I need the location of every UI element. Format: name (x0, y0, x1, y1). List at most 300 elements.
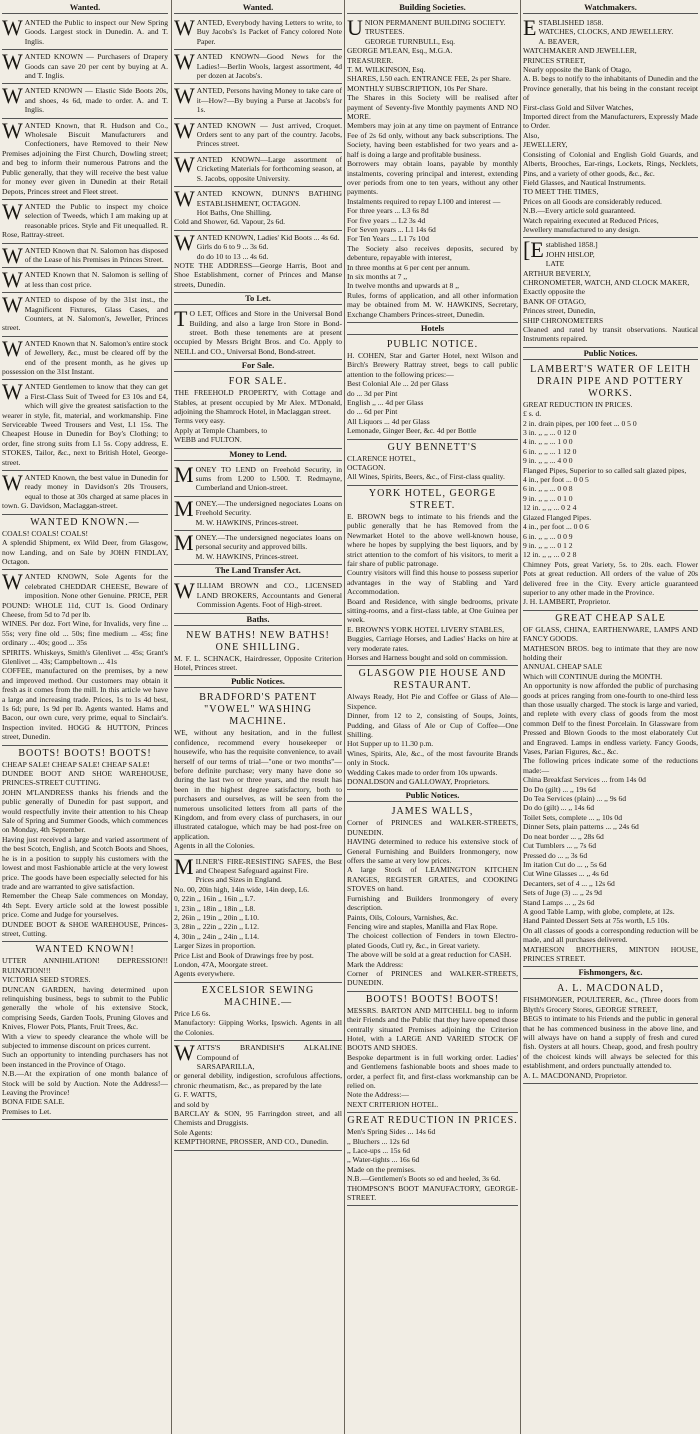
advertisement (174, 1041, 342, 1150)
section-header: Hotels (347, 323, 518, 335)
ad-title: PUBLIC NOTICE. (386, 339, 479, 350)
ad-text: WANTED the Public to inspect my choice selection of Tweeds, which I am making up at reasonable prices. Style and Fit unequalled. R. Rose, Rattray-street. (2, 198, 168, 240)
ad-text: Apply at Temple Chambers, to (174, 425, 268, 435)
ad-text: [Established 1858.] (523, 237, 598, 263)
ad-text: Sole Agents: (174, 1127, 213, 1137)
ad-text: Toilet Sets, complete ... ,, 10s 0d (523, 812, 623, 822)
advertisement (174, 16, 342, 50)
ad-text: Watch repairing executed at Reduced Prices, (523, 215, 659, 225)
ad-text: Price List and Book of Drawings free by post. (174, 950, 314, 960)
ad-text: Nearly opposite the Bank of Otago, (523, 65, 631, 75)
ad-text: Cold and Shower, 6d. Vapour, 2s 6d. (174, 217, 286, 227)
ad-text: T. M. WILKINSON, Esq. (347, 65, 426, 75)
ad-text: COFFEE, manufactured on the premises, by a new and improved method. Our customers may obtain it fresh as it comes from the mill. In this article we have a large and increasing trade. Prices, 1s to 1s 4d best, 1s 6d; pure, 1s 9d per lb. Agents wanted. Hams and Bacon, our own cure, very prime, equal to Sinclair's. Inspection invited. HOGG & HUTTON, Princes street, Dunedin. (2, 666, 168, 742)
ad-text: Wedding Cakes made to order from 10s upwards. (347, 767, 498, 777)
ad-text: 6 in. ,, ,, ... 1 12 0 (523, 446, 577, 456)
advertisement (174, 497, 342, 531)
advertisement (2, 244, 168, 269)
ad-text: 9 in. ,, ,, ... 0 1 0 (523, 493, 573, 503)
ad-text: Glazed Flanged Pipes. (523, 512, 592, 522)
advertisement (174, 307, 342, 360)
ad-text: Buggies, Carriage Horses, and Ladies' Hacks on hire at very moderate rates. (347, 634, 518, 653)
column-header: Watchmakers. (523, 2, 698, 14)
advertisement (174, 579, 342, 613)
ad-text: 4 in. ,, ,, ... 1 0 0 (523, 437, 573, 447)
ad-text: Field Glasses, and Nautical Instruments. (523, 177, 646, 187)
ad-text: ,, Water-tights ... 16s 6d (347, 1155, 420, 1165)
ad-text: MILNER'S FIRE-RESISTING SAFES, the Best and Cheapest Safeguard against Fire. (174, 853, 342, 879)
ad-text: In twelve months and upwards at 8 ,, (347, 281, 459, 291)
section-header: Public Notices. (523, 348, 698, 360)
ad-text: TO MEET THE TIMES, (523, 187, 599, 197)
ad-text: COALS! COALS! COALS! (2, 528, 89, 538)
ad-text: 1, 23in ,, 18in ,, 18in ,, L8. (174, 903, 256, 913)
advertisement (347, 804, 518, 991)
column-rule (520, 0, 521, 1434)
ad-text: Lemonade, Ginger Beer, &c. 4d per Bottle (347, 426, 477, 436)
advertisement (2, 471, 168, 515)
ad-text: GREAT REDUCTION IN PRICES. (523, 399, 633, 409)
ad-text: Borrowers may obtain loans, payable by monthly instalments, covering principal and interest, extending over periods from one to ten years, without any other payments. (347, 159, 518, 197)
ad-text: WE, without any hesitation, and in the fullest confidence, recommend every housekeeper or housewife, who has the requisite convenience, to avail herself of our terms of trial—"one or two months"—before definite purchase; very many have done so during the last two or three years, and the result has been in the highest degree satisfactory, both to purchasers and ourselves, as will be seen from the numerous unsolicited letters from all parts of the Kingdom, and from every class of purchasers, in our illustrated catalogue, which may be had post-free on application. (174, 728, 342, 841)
ad-text: WATCHMAKER AND JEWELLER, (523, 46, 637, 56)
ad-text: OF GLASS, CHINA, EARTHENWARE, LAMPS AND FANCY GOODS. (523, 624, 698, 644)
ad-text: WANTED KNOWN, DUNN'S BATHING ESTABLISHMENT, OCTAGON. (174, 186, 342, 212)
ad-text: Paints, Oils, Colours, Varnishes, &c. (347, 912, 459, 922)
ad-text: WANTED KNOWN—Good News for the Ladies!—Berlin Wools, largest assortment, 4d per dozen at Jacobs's. (174, 49, 342, 81)
ad-text: In three months at 6 per cent per annum. (347, 262, 470, 272)
ad-text: For three years ... L3 6s 8d (347, 206, 429, 216)
ad-text: 9 in. ,, ,, ... 4 0 0 (523, 456, 573, 466)
ad-title: BOOTS! BOOTS! BOOTS! (365, 993, 500, 1005)
ad-text: Exactly opposite the (523, 287, 585, 297)
ad-title: WANTED KNOWN.— (30, 516, 140, 528)
ad-text: ANNUAL CHEAP SALE (523, 662, 603, 672)
ad-text: THOMPSON'S BOOT MANUFACTORY, GEORGE-STREET. (347, 1183, 518, 1203)
ad-text: PRINCES STREET, (523, 55, 586, 65)
ad-text: MATHESON BROTHERS, MINTON HOUSE, PRINCES STREET. (523, 944, 698, 963)
ad-text: All Wines, Spirits, Beers, &c., of First-class quality. (347, 472, 505, 482)
ad-text: Terms very easy. (174, 416, 226, 426)
ad-title: EXCELSIOR SEWING MACHINE.— (201, 984, 315, 1008)
ad-text: A large Stock of LEAMINGTON KITCHEN RANGES, REGISTER GRATES, and COOKING STOVES on hand. (347, 865, 518, 894)
ad-text: FISHMONGER, POULTERER, &c., (Three doors from Blyth's Grocery Stores, GEORGE STREET, (523, 995, 698, 1014)
ad-text: H. COHEN, Star and Garter Hotel, next Wilson and Birch's Brewery Rattray street, begs to call public attention to the following prices:— (347, 351, 518, 379)
ad-text: An opportunity is now afforded the public of purchasing goods at prices ranging from one-fourth to one-third less than those usually charged. The stock is large and varied, and replete with every class of goods from the most common Delf to the finest Porcelain. In Glassware from Pressed and Blown Goods to the most elaborately Cut and Engraved. Lamps in endless variety. Fancy Goods, Vases, Parian Figures, &c., &c. (523, 681, 698, 757)
ad-text: Furnishing and Builders Ironmongery of every description. (347, 893, 518, 913)
ad-text: DUNCAN GARDEN, having determined upon relinquishing business, begs to submit to the Public generally the whole of his extensive Stock, comprising Seeds, Garden Tools, Pruning Gloves and Knives, Flower Pots, Plants, Fruit Trees, &c. (2, 984, 168, 1032)
ad-text: Decanters, set of 4 ... ,, 12s 6d (523, 878, 615, 888)
section-header: For Sale. (174, 360, 342, 372)
ad-text: WANTED the Public to inspect our New Spring Goods. Largest stock in Dunedin. A. and T. Inglis. (2, 15, 168, 46)
ad-text: Imported direct from the Manufacturers, Expressly Made to Order. (523, 112, 698, 131)
ad-text: WEBB and FULTON. (174, 435, 242, 445)
ad-text: WANTED Known that N. Salomon has disposed of the Lease of his Premises in Princes Street. (2, 242, 168, 268)
ad-text: MESSRS. BARTON AND MITCHELL beg to inform their Friends and the Public that they have opened those centrally situated Premises adjoining the Criterion Hotel, with a LARGE AND VARIED STOCK OF BOOTS AND SHOES. (347, 1005, 518, 1053)
ad-text: WANTED KNOWN — Elastic Side Boots 20s, and shoes, 4s 6d, made to order. A. and T. Inglis. (2, 83, 168, 115)
ad-text: WANTED KNOWN — Just arrived, Croquet. Orders sent to any part of the country. Jacobs, Princes street. (174, 117, 342, 149)
ad-text: 4 in., per foot ... 0 0 6 (523, 522, 589, 532)
advertisement (174, 463, 342, 497)
ad-text: Prices and Sizes in England. (195, 875, 282, 885)
ad-text: Always Ready, Hot Pie and Coffee or Glass of Ale—Sixpence. (347, 692, 518, 711)
ad-text: All Liquors ... 4d per Glass (347, 416, 430, 426)
ad-text: Do Do (gilt) ... ,, 19s 6d (523, 784, 596, 794)
ad-text: MONEY.—The undersigned negociates Loans on Freehold Security. (174, 495, 342, 521)
ad-text: CHRONOMETER, WATCH, AND CLOCK MAKER, (523, 277, 690, 287)
ad-text: Girls do 6 to 9 ... 3s 6d. (196, 242, 269, 252)
ad-title: JAMES WALLS, (391, 806, 474, 818)
ad-text: Also, (523, 130, 540, 140)
ad-text: DONALDSON and GALLOWAY, Proprietors. (347, 777, 490, 787)
ad-text: Men's Spring Sides ... 14s 6d (347, 1127, 436, 1137)
ad-text: ARTHUR BEVERLY, (523, 268, 591, 278)
advertisement (347, 666, 518, 790)
ad-text: 4, 30in ,, 24in ,, 24in ,, L14. (174, 931, 260, 941)
ad-text: Members may join at any time on payment of Entrance Fee of 2s 6d only, without any back subscriptions. The Society, having been established for two years and a-half is doing a large and profitable business. (347, 121, 518, 159)
column-header: Wanted. (174, 2, 342, 14)
advertisement (2, 380, 168, 471)
ad-text: Having just received a large and varied assortment of the best Scotch, English, and Scotch Boots and Shoes, he is in a position to supply his customers with the lowest and most Fashionable article at the very lowest price. The goods have been especially selected for his trade and are warranted to give satisfaction. (2, 834, 168, 891)
ad-text: The Society also receives deposits, secured by debenture, repayable with interest, (347, 243, 518, 263)
ad-text: English ,, ... 4d per Glass (347, 398, 424, 408)
ad-text: M. F. L. SCHNACK, Hairdresser, Opposite Criterion Hotel, Princes street. (174, 653, 342, 672)
ad-title: BRADFORD'S PATENT "VOWEL" WASHING MACHINE. (199, 692, 317, 728)
ad-text: Premises to Let. (2, 1106, 52, 1116)
column-2 (174, 2, 342, 1432)
ad-text: Best Colonial Ale ... 2d per Glass (347, 379, 449, 389)
ad-text: MONTHLY SUBSCRIPTION, 10s Per Share. (347, 83, 488, 93)
ad-text: Price L6 6s. (174, 1008, 211, 1018)
ad-text: A. L. MACDONAND, Proprietor. (523, 1070, 627, 1080)
ad-text: The Shares in this Society will be realised after payment of Seventy-five Monthly payments AND NO MORE. (347, 93, 518, 122)
ad-text: WILLIAM BROWN and CO., LICENSED LAND BROKERS, Accountants and General Commission Agents. Foot of High-street. (174, 578, 342, 610)
ad-text: Chimney Pots, great Variety, 5s. to 20s. each. Flower Pots at great reduction. All orders of the value of 20s delivered free in the City. Every article guaranteed superior to any other made in the Province. (523, 559, 698, 597)
advertisement (2, 942, 168, 1120)
ad-text: Do Tea Services (plain) ... ,, 9s 6d (523, 794, 627, 804)
ad-text: 9 in. ,, ,, ... 0 1 2 (523, 540, 573, 550)
ad-text: UNION PERMANENT BUILDING SOCIETY. (347, 15, 506, 40)
ad-text: WANTED KNOWN, Ladies' Kid Boots ... 4s 6d. (174, 229, 340, 255)
ad-title: GUY BENNETT'S (387, 441, 478, 453)
ad-text: and sold by (174, 1099, 210, 1109)
ad-text: Consisting of Colonial and English Gold Guards, and Alberts, Brooches, Ear-rings, Lockets, Rings, Necklets, Pins, and a variety of other goods, &c., &c. (523, 149, 698, 178)
section-header: Money to Lend. (174, 449, 342, 461)
ad-text: Corner of PRINCES and WALKER-STREETS, DUNEDIN. (347, 968, 518, 988)
ad-text: WANTED Known that N. Salomon's entire stock of Jewellery, &c., must be cleared off by the end of the present month, as he gives up possession on the 31st Instant. (2, 335, 168, 376)
ad-text: BARCLAY & SON, 95 Farringdon street, and all Chemists and Druggists. (174, 1108, 342, 1128)
ad-text: M. W. HAWKINS, Princes-street. (195, 517, 299, 527)
ad-text: VICTORIA SEED STORES. (2, 975, 91, 985)
advertisement (174, 153, 342, 187)
advertisement (174, 628, 342, 677)
ad-text: GEORGE TURNBULL, Esq. (364, 36, 456, 46)
ad-text: For Ten Years ... L1 7s 10d (347, 234, 430, 244)
ad-text: Mark the Address: (347, 959, 404, 969)
ad-text: On all classes of goods a corresponding reduction will be made, and all purchases delivered. (523, 925, 698, 945)
advertisement (174, 855, 342, 983)
advertisement (174, 231, 342, 293)
ad-text: WANTED Known, the best value in Dunedin for ready money in Davidson's 20s Trousers, equal to those at 30s charged at same places in town. G. Davidson, Maclaggan-street. (2, 470, 168, 511)
ad-text: Remember the Cheap Sale commences on Monday, 4th Sept. Every article sold at the lowest possible price. Come and Judge for yourselves. (2, 891, 168, 920)
ad-text: G. F. WATTS, (174, 1090, 217, 1100)
section-header: Public Notices. (174, 676, 342, 688)
ad-text: Dinner, from 12 to 2, consisting of Soups, Joints, Pudding, and Glass of Ale or Cup of Coffee—One Shilling. (347, 711, 518, 739)
ad-text: 0, 22in ,, 16in ,, 16in ,, L7. (174, 894, 256, 904)
advertisement (2, 50, 168, 84)
ad-text: E. BROWN'S YORK HOTEL LIVERY STABLES, (347, 624, 505, 634)
ad-text: Horses and Harness bought and sold on commission. (347, 652, 508, 662)
ad-text: £ s. d. (523, 409, 542, 419)
ad-text: DUNDEE BOOT AND SHOE WAREHOUSE, PRINCES-STREET CUTTING. (2, 769, 168, 788)
ad-text: ESTABLISHED 1858. (523, 15, 604, 40)
ad-text: Agents everywhere. (174, 969, 235, 979)
ad-text: WANTED Known, that R. Hudson and Co., Wholesale Biscuit Manufacturers and Confectioners, have Removed to their New Premises adjoining the First Church, Dowling street; and beg to inform their numerous Patrons and the Public generally, that they will receive the best value for money ever given in Dunedin at their Retail Depots, Princes street and Fleet street. (2, 117, 168, 196)
ad-text: Cut Tumblers ... ,, 7s 6d (523, 841, 597, 851)
section-header: Baths. (174, 614, 342, 626)
ad-text: KEMPTHORNE, PROSSER, AND CO., Dunedin. (174, 1137, 329, 1147)
ad-text: Country visitors will find this house to possess superior advantages in the way of Stabling and Yard Accommodation. (347, 568, 518, 597)
ad-text: ,, Bluchers ... 12s 6d (347, 1136, 410, 1146)
advertisement (2, 570, 168, 745)
ad-text: WINES. Per doz. Fort Wine, for Invalids, very fine ... 55s; very fine old ... 50s; fine medium ... 45s; fine ordinary ... 40s; good ... 35s (2, 619, 168, 648)
ad-text: Jewellery manufactured to any design. (523, 224, 641, 234)
ad-text: or general debility, indigestion, scrofulous affections, chronic rheumatism, &c., as prepared by the late (174, 1071, 342, 1090)
ad-text: NOTE THE ADDRESS—George Harris, Boot and Shoe Establishment, corner of Princes and Manse streets, Dunedin. (174, 260, 342, 289)
ad-text: CLARENCE HOTEL, (347, 453, 416, 463)
ad-text: Cut Wine Glasses ... ,, 4s 6d (523, 869, 609, 879)
ad-text: Board and Residence, with single bedrooms, private sitting-rooms, and a first-class table, at One Guinea per week. (347, 596, 518, 625)
ad-text: Hot Baths, One Shilling. (196, 207, 272, 217)
advertisement (174, 50, 342, 84)
ad-text: Do do (gilt) ... ,, 14s 6d (523, 803, 595, 813)
ad-text: JOHN M'LANDRESS thanks his friends and the public generally of Dunedin for past support, and would respectfully invite their attention to his Cheap Sale of Spring and Summer Goods, which commences on Monday, 4th September. (2, 787, 168, 835)
ad-text: Im itation Cut do ... ,, 5s 6d (523, 859, 607, 869)
advertisement (174, 374, 342, 448)
ad-text: WANTED KNOWN — Purchasers of Drapery Goods can save 20 per cent by buying at A. and T. Inglis. (2, 49, 168, 81)
ad-text: J. H. LAMBERT, Proprietor. (523, 597, 611, 607)
ad-text: First-class Gold and Silver Watches, (523, 102, 634, 112)
ad-text: Wines, Spirits, Ale, &c., of the most favourite Brands only in Stock. (347, 748, 518, 768)
ad-text: LATE (545, 259, 565, 269)
ad-text: GEORGE M'LEAN, Esq., M.G.A. (347, 46, 453, 56)
ad-text: N.B.—At the expiration of one month balance of Stock will be sold by Auction. Note the Address!—Leaving the Province! (2, 1069, 168, 1098)
ad-text: NEXT CRITERION HOTEL. (347, 1099, 439, 1109)
advertisement (2, 16, 168, 50)
ad-text: E. BROWN begs to intimate to his friends and the public generally that he has Removed from the Newmarket Hotel to the above well-known house, where he hopes by supplying the best liquors, and by strict attention to the comfort of his visitors, to merit a fair share of public patronage. (347, 511, 518, 568)
advertisement (2, 515, 168, 571)
ad-title: BOOTS! BOOTS! BOOTS! (18, 747, 152, 759)
ad-title: YORK HOTEL, GEORGE STREET. (368, 487, 497, 511)
ad-title: A. L. MACDONALD, (557, 983, 664, 995)
ad-text: Sets of Juge (3) ... ,, 2s 9d (523, 888, 602, 898)
ad-text: CHEAP SALE! CHEAP SALE! CHEAP SALE! (2, 759, 150, 769)
ad-text: Agents in all the Colonies. (174, 841, 255, 851)
ad-text: WANTED KNOWN—Large assortment of Cricketing Materials for forthcoming season, at S. Jacobs, opposite University. (174, 151, 342, 183)
advertisement (347, 992, 518, 1113)
advertisement (174, 119, 342, 153)
ad-text: Stand Lamps ... ,, 2s 6d (523, 897, 595, 907)
ad-text: WANTED to dispose of by the 31st inst., the Magnificent Fixtures, Glass Cases, and Counters, at N. Salomon's, Jeweller, Princes street. (2, 292, 168, 333)
ad-text: BEGS to intimate to his Friends and the public in general that he has commenced business in the above line, and will always have on hand a supply of fresh and cured fish. Oysters at all hours. Cheap, good, and fresh poultry of the choicest kinds will always be selected for this establishment, and orders punctually attended to. (523, 1014, 698, 1071)
ad-text: 2 in. drain pipes, per 100 feet ... 0 5 0 (523, 418, 637, 428)
ad-text: WANTED Gentlemen to know that they can get a First-Class Suit of Tweed for £3 10s and £4, which will give the greatest satisfaction to the wearer in style, fit, material, and workmanship. Fine Serviceable Tweed Trousers and Vest, L1 15s. The Cheapest House in Dunedin for Boy's Clothing; to order, fine strong suits from L1 5s. Copy address, E. STOKES, Tailor, &c., next to British Hotel, George-street. (2, 379, 168, 467)
ad-text: M. W. HAWKINS, Princes-street. (195, 551, 299, 561)
advertisement (2, 200, 168, 244)
ad-text: Hand Painted Dessert Sets at 75s worth, L5 10s. (523, 916, 670, 926)
ad-text: MATHESON BROS. beg to intimate that they are now holding their (523, 643, 698, 662)
ad-text: ,, Lace-ups ... 15s 6d (347, 1146, 411, 1156)
ad-text: Prices on all Goods are considerably reduced. (523, 196, 662, 206)
ad-text: MONEY.—The undersigned negociates loans on personal security and approved bills. (174, 530, 342, 556)
ad-text: WATCHES, CLOCKS, AND JEWELLERY. (538, 27, 674, 37)
ad-text: The choicest collection of Fenders in town Electro-plated Goods, Cutl ry, &c., in Great variety. (347, 931, 518, 950)
advertisement (2, 268, 168, 293)
ad-text: MONEY TO LEND on Freehold Security, in sums from L200 to L500. T. Redmayne, Cumberland and Union-street. (174, 461, 342, 493)
advertisement (2, 746, 168, 943)
ad-text: Do neat border ... ,, 28s 6d (523, 831, 604, 841)
ad-title: FOR SALE. (228, 376, 288, 388)
ad-text: London, 47A, Moorgate street. (174, 960, 268, 970)
advertisement (523, 362, 698, 611)
ad-text: SHIP CHRONOMETERS (523, 315, 604, 325)
ad-text: A splendid Shipment, ex Wild Deer, from Glasgow, now Landing, and on Sale by JOHN FINDLAY, Octagon. (2, 538, 168, 566)
column-rule (171, 0, 172, 1434)
ad-text: TREASURER. (347, 55, 394, 65)
ad-text: 12 in. ,, ,, ... 0 2 4 (523, 503, 577, 513)
ad-text: BONA FIDE SALE. (2, 1097, 65, 1107)
column-header: Wanted. (2, 2, 168, 14)
ad-text: 6 in. ,, ,, ... 0 0 9 (523, 531, 573, 541)
section-header: To Let. (174, 293, 342, 305)
ad-text: SARSAPARILLA, (196, 1061, 255, 1071)
ad-text: UTTER ANNIHILATION! DEPRESSION!! RUINATION!!! (2, 956, 168, 975)
ad-text: SPIRITS. Whiskeys, Smith's Glenlivet ... 45s; Grant's Glenlivet ... 43s; Campbeltown ... 41s (2, 647, 168, 666)
ad-text: A. B. begs to notify to the inhabitants of Dunedin and the Province generally, that his being in the constant receipt of (523, 74, 698, 103)
ad-text: For five years ... L2 3s 4d (347, 215, 426, 225)
ad-title: GREAT CHEAP SALE (555, 612, 666, 624)
ad-text: N.B.—Every article sold guaranteed. (523, 206, 636, 216)
ad-text: For Seven years ... L1 14s 6d (347, 224, 436, 234)
ad-text: Hot Supper up to 11.30 p.m. (347, 739, 434, 749)
advertisement (2, 84, 168, 118)
ad-text: A. BEAVER, (538, 36, 580, 46)
ad-text: TRUSTEES. (364, 27, 405, 37)
ad-title: GREAT REDUCTION IN PRICES. (347, 1115, 518, 1127)
column-3 (347, 2, 518, 1432)
ad-text: Flanged Pipes, Superior to so called salt glazed pipes, (523, 465, 687, 475)
ad-text: A good Table Lamp, with globe, complete, at 12s. (523, 906, 675, 916)
ad-text: WANTED, Everybody having Letters to write, to Buy Jacobs's 1s Packet of Fancy colored Note Paper. (174, 15, 342, 46)
ad-title: GLASGOW PIE HOUSE AND RESTAURANT. (358, 668, 507, 692)
ad-text: DUNDEE BOOT & SHOE WAREHOUSE, Princes-street, Cutting. (2, 919, 168, 938)
advertisement (2, 337, 168, 381)
ad-text: HAVING determined to reduce his extensive stock of General Furnishing and Builders Ironmongery, now offers the same at very low prices. (347, 837, 518, 866)
column-header: Building Societies. (347, 2, 518, 14)
section-header: Public Notices. (347, 790, 518, 802)
advertisement (347, 16, 518, 323)
ad-text: Manufactory: Gipping Works, Ipswich. Agents in all the Colonies. (174, 1018, 342, 1037)
ad-text: 3 in. ,, ,, ... 0 12 0 (523, 428, 577, 438)
ad-text: Such an opportunity to intending purchasers has not been instanced in the Province of Otago. (2, 1050, 168, 1069)
ad-text: The above will be sold at a great reduction for CASH. (347, 950, 512, 960)
ad-text: 2, 26in ,, 19in ,, 20in ,, L10. (174, 913, 260, 923)
ad-text: N.B.—Gentlemen's Boots so ed and heeled, 3s 6d. (347, 1174, 501, 1184)
ad-text: Instalments required to repay L100 and interest — (347, 196, 501, 206)
advertisement (174, 690, 342, 854)
ad-text: do ... 6d per Pint (347, 407, 398, 417)
column-4 (523, 2, 698, 1432)
advertisement (2, 293, 168, 337)
advertisement (174, 187, 342, 231)
column-rule (344, 0, 345, 1434)
ad-title: LAMBERT'S WATER OF LEITH DRAIN PIPE AND POTTERY WORKS. (530, 363, 691, 399)
advertisement (174, 983, 342, 1041)
ad-text: JOHN HISLOP, (545, 249, 595, 259)
advertisement (347, 337, 518, 440)
ad-text: OCTAGON. (347, 463, 386, 473)
ad-text: Princes street, Dunedin, (523, 306, 596, 316)
column-1 (2, 2, 168, 1432)
advertisement (347, 486, 518, 667)
ad-text: In six months at 7 ,, (347, 271, 408, 281)
ad-title: NEW BATHS! NEW BATHS! ONE SHILLING. (186, 629, 330, 653)
ad-text: THE FREEHOLD PROPERTY, with Cottage and Stables, at present occupied by Mr Alex. M'Donald, adjoining the Shamrock Hotel, in Maclaggan street. (174, 388, 342, 416)
ad-text: WATTS'S BRANDISH'S ALKALINE Compound of (174, 1040, 342, 1066)
ad-text: WANTED KNOWN, Sole Agents for the celebrated CHEDDAR CHEESE, Beware of imposition. None other Genuine. PRICE, PER POUND: WHOLE 11d, CUT 1s. Good Ordinary Cheese, from 5d to 7d per lb. (2, 569, 168, 619)
ad-text: Bespoke department is in full working order. Ladies' and Gentlemens fashionable boots and shoes made to order, a perfect fit, and first-class workmanship can be relied on. (347, 1052, 518, 1090)
section-header: The Land Transfer Act. (174, 565, 342, 577)
ad-text: No. 00, 20in high, 14in wide, 14in deep, L6. (174, 884, 309, 894)
advertisement (523, 611, 698, 968)
ad-text: Cleaned and rated by transit observations. Nautical Instruments repaired. (523, 325, 698, 344)
ad-text: With a view to speedy clearance the whole will be subjected to immense discount on prices current. (2, 1031, 168, 1050)
ad-text: 3, 28in ,, 22in ,, 22in ,, L12. (174, 922, 260, 932)
advertisement (347, 440, 518, 486)
ad-text: 4 in., per foot ... 0 0 5 (523, 475, 589, 485)
ad-text: WANTED Known that N. Salomon is selling of at less than cost price. (2, 267, 168, 293)
ad-text: Made on the premises. (347, 1164, 416, 1174)
advertisement (523, 238, 698, 347)
ad-text: China Breakfast Services ... from 14s 0d (523, 775, 646, 785)
advertisement (174, 531, 342, 565)
ad-text: Which will CONTINUE during the MONTH. (523, 671, 663, 681)
ad-text: Dinner Sets, plain patterns ... ,, 24s 6d (523, 822, 639, 832)
ad-text: Fencing wire and staples, Manilla and Flax Rope. (347, 921, 498, 931)
ad-text: JEWELLERY, (523, 140, 568, 150)
ad-text: The following prices indicate some of the reductions made:— (523, 756, 698, 775)
advertisement (523, 16, 698, 238)
ad-text: Rules, forms of application, and all other information may be obtained from M. W. HAWKINS, Secretary, Exchange Chambers Princes-street, Dunedin. (347, 290, 518, 319)
ad-text: Pressed do ... ,, 3s 6d (523, 850, 588, 860)
section-header: Fishmongers, &c. (523, 967, 698, 979)
ad-text: BANK OF OTAGO, (523, 296, 586, 306)
ad-text: SHARES, L50 each. ENTRANCE FEE, 2s per Share. (347, 74, 511, 84)
ad-text: do ... 3d per Pint (347, 388, 398, 398)
ad-text: 6 in. ,, ,, ... 0 0 8 (523, 484, 573, 494)
advertisement (174, 84, 342, 118)
advertisement (347, 1113, 518, 1206)
ad-text: 12 in. ,, ,, ... 0 2 8 (523, 550, 577, 560)
ad-text: WANTED, Persons having Money to take care of it—How?—By buying a Purse at Jacobs's for 1s. (174, 83, 342, 115)
ad-text: Corner of PRINCES and WALKER-STREETS, DUNEDIN. (347, 818, 518, 837)
ad-text: TO LET, Offices and Store in the Universal Bond Building, and also a large Iron Store in Bond-street. Both these tenements are at present occupied by Messrs Bright Bros. and Co. Apply to NEILL and CO., Universal Bond, Bond-street. (174, 306, 342, 356)
ad-title: WANTED KNOWN! (35, 944, 135, 956)
ad-text: Larger Sizes in proportion. (174, 941, 256, 951)
advertisement (523, 981, 698, 1084)
advertisement (2, 119, 168, 200)
ad-text: Note the Address:— (347, 1090, 410, 1100)
